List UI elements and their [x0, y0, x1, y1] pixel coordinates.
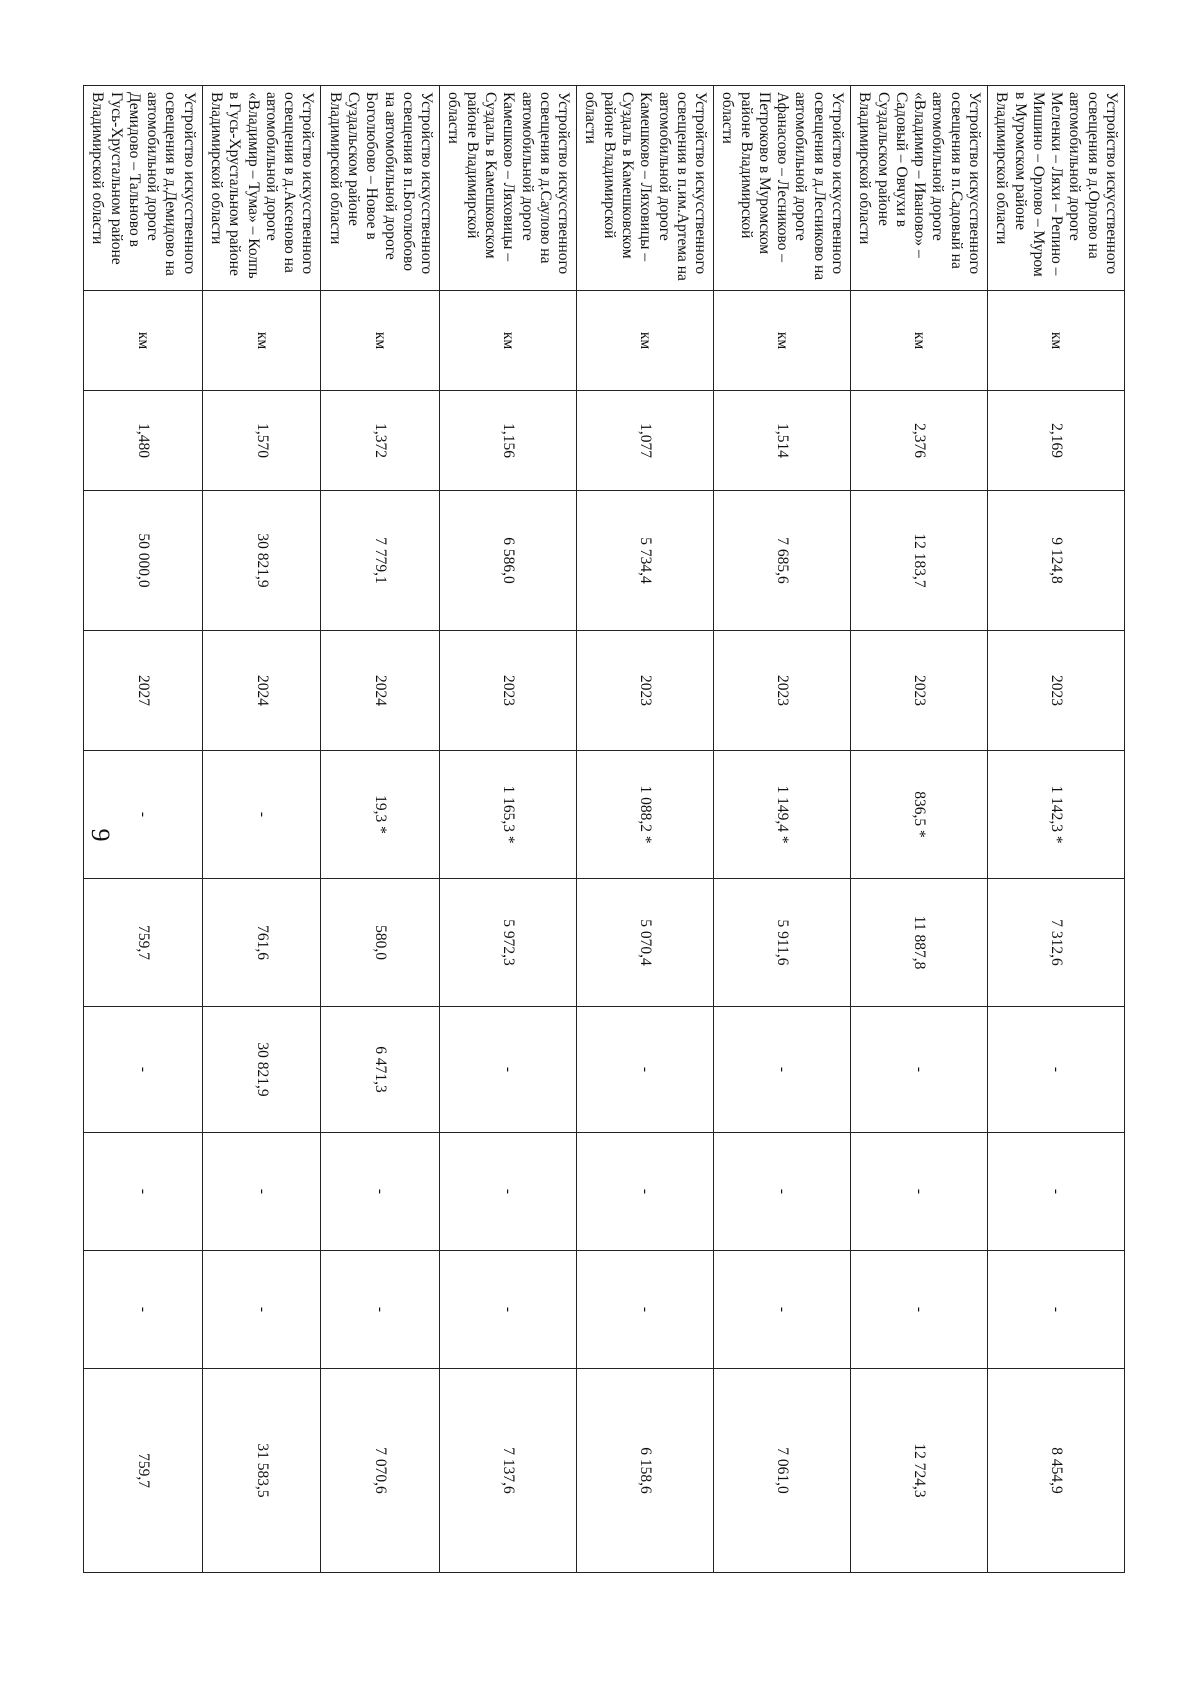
value-c-cell: -: [988, 1007, 1125, 1133]
estimated-cost-cell: 7 685,6: [714, 491, 851, 631]
object-description-cell: Устройство искусственного освещения в д.Демидово на автомобильной дороге Демидово – Тальново в Гусь-Хрустальном районе Владимирской области: [84, 86, 203, 291]
estimated-cost-cell: 5 734,4: [577, 491, 714, 631]
value-a-cell: -: [202, 751, 321, 879]
value-c-cell: 30 821,9: [202, 1007, 321, 1133]
value-c-cell: -: [714, 1007, 851, 1133]
table-body: [84, 86, 1125, 1573]
total-cell: 6 158,6: [577, 1369, 714, 1573]
total-cell: 7 137,6: [440, 1369, 577, 1573]
value-b-cell: 580,0: [321, 879, 440, 1007]
length-cell: 1,077: [577, 391, 714, 491]
value-d-cell: -: [202, 1133, 321, 1251]
value-d-cell: -: [714, 1133, 851, 1251]
length-cell: 1,514: [714, 391, 851, 491]
unit-cell: км: [84, 291, 203, 391]
completion-year-cell: 2023: [714, 631, 851, 751]
value-b-cell: 5 972,3: [440, 879, 577, 1007]
estimated-cost-cell: 7 779,1: [321, 491, 440, 631]
table-row: [321, 86, 440, 1573]
estimated-cost-cell: 12 183,7: [851, 491, 988, 631]
completion-year-cell: 2024: [321, 631, 440, 751]
object-description-cell: Устройство искусственного освещения в п.Боголюбово на автомобильной дороге Боголюбово – Новое в Суздальском районе Владимирской области: [321, 86, 440, 291]
total-cell: 31 583,5: [202, 1369, 321, 1573]
object-description-cell: Устройство искусственного освещения в д.Саулово на автомобильной дороге Камешково – Ляховицы – Суздаль в Камешковском районе Владимирской области: [440, 86, 577, 291]
value-e-cell: -: [321, 1251, 440, 1369]
object-description-cell: Устройство искусственного освещения в п.им.Артема на автомобильной дороге Камешково – Ляховицы – Суздаль в Камешковском районе Владимирской области: [577, 86, 714, 291]
length-cell: 1,480: [84, 391, 203, 491]
completion-year-cell: 2023: [577, 631, 714, 751]
table-row: [440, 86, 577, 1573]
lighting-works-table: [83, 85, 1125, 1573]
total-cell: 7 061,0: [714, 1369, 851, 1573]
value-a-cell: 836,5 *: [851, 751, 988, 879]
total-cell: 8 454,9: [988, 1369, 1125, 1573]
estimated-cost-cell: 30 821,9: [202, 491, 321, 631]
value-e-cell: -: [84, 1251, 203, 1369]
total-cell: 7 070,6: [321, 1369, 440, 1573]
object-description-cell: Устройство искусственного освещения в п.Садовый на автомобильной дороге «Владимир – Иваново» – Садовый – Овчухи в Суздальском районе Владимирской области: [851, 86, 988, 291]
unit-cell: км: [851, 291, 988, 391]
value-e-cell: -: [202, 1251, 321, 1369]
unit-cell: км: [202, 291, 321, 391]
value-c-cell: -: [440, 1007, 577, 1133]
length-cell: 2,169: [988, 391, 1125, 491]
value-a-cell: -: [84, 751, 203, 879]
unit-cell: км: [577, 291, 714, 391]
unit-cell: км: [440, 291, 577, 391]
completion-year-cell: 2023: [988, 631, 1125, 751]
unit-cell: км: [988, 291, 1125, 391]
table-row: [988, 86, 1125, 1573]
completion-year-cell: 2023: [440, 631, 577, 751]
value-b-cell: 5 070,4: [577, 879, 714, 1007]
value-b-cell: 759,7: [84, 879, 203, 1007]
value-d-cell: -: [440, 1133, 577, 1251]
value-e-cell: -: [577, 1251, 714, 1369]
value-b-cell: 5 911,6: [714, 879, 851, 1007]
table-row: [577, 86, 714, 1573]
length-cell: 1,570: [202, 391, 321, 491]
object-description-cell: Устройство искусственного освещения в д.Орлово на автомобильной дороге Меленки – Ляхи – Репино – Мишино – Орлово – Муром в Муромском районе Владимирской области: [988, 86, 1125, 291]
value-a-cell: 1 165,3 *: [440, 751, 577, 879]
estimated-cost-cell: 50 000,0: [84, 491, 203, 631]
table-row: [851, 86, 988, 1573]
value-c-cell: -: [84, 1007, 203, 1133]
completion-year-cell: 2027: [84, 631, 203, 751]
unit-cell: км: [714, 291, 851, 391]
value-a-cell: 19,3 *: [321, 751, 440, 879]
estimated-cost-cell: 6 586,0: [440, 491, 577, 631]
object-description-cell: Устройство искусственного освещения в д.Аксеново на автомобильной дороге «Владимир – Тума» – Колпь в Гусь-Хрустальном районе Владимирской области: [202, 86, 321, 291]
total-cell: 12 724,3: [851, 1369, 988, 1573]
value-b-cell: 7 312,6: [988, 879, 1125, 1007]
value-d-cell: -: [321, 1133, 440, 1251]
estimated-cost-cell: 9 124,8: [988, 491, 1125, 631]
table-row: [202, 86, 321, 1573]
value-d-cell: -: [577, 1133, 714, 1251]
value-e-cell: -: [440, 1251, 577, 1369]
value-c-cell: -: [851, 1007, 988, 1133]
table-row: [84, 86, 203, 1573]
completion-year-cell: 2023: [851, 631, 988, 751]
object-description-cell: Устройство искусственного освещения в д.Лесниково на автомобильной дороге Афанасово – Лесниково – Петроково в Муромском районе Владимирской области: [714, 86, 851, 291]
total-cell: 759,7: [84, 1369, 203, 1573]
table-row: [714, 86, 851, 1573]
length-cell: 1,372: [321, 391, 440, 491]
value-c-cell: -: [577, 1007, 714, 1133]
value-e-cell: -: [851, 1251, 988, 1369]
table-area: [89, 85, 1125, 1572]
value-e-cell: -: [988, 1251, 1125, 1369]
value-a-cell: 1 088,2 *: [577, 751, 714, 879]
value-d-cell: -: [851, 1133, 988, 1251]
length-cell: 1,156: [440, 391, 577, 491]
length-cell: 2,376: [851, 391, 988, 491]
value-c-cell: 6 471,3: [321, 1007, 440, 1133]
value-e-cell: -: [714, 1251, 851, 1369]
page-number: 9: [86, 828, 115, 842]
value-a-cell: 1 149,4 *: [714, 751, 851, 879]
unit-cell: км: [321, 291, 440, 391]
completion-year-cell: 2024: [202, 631, 321, 751]
value-d-cell: -: [988, 1133, 1125, 1251]
value-b-cell: 11 887,8: [851, 879, 988, 1007]
value-b-cell: 761,6: [202, 879, 321, 1007]
value-d-cell: -: [84, 1133, 203, 1251]
value-a-cell: 1 142,3 *: [988, 751, 1125, 879]
